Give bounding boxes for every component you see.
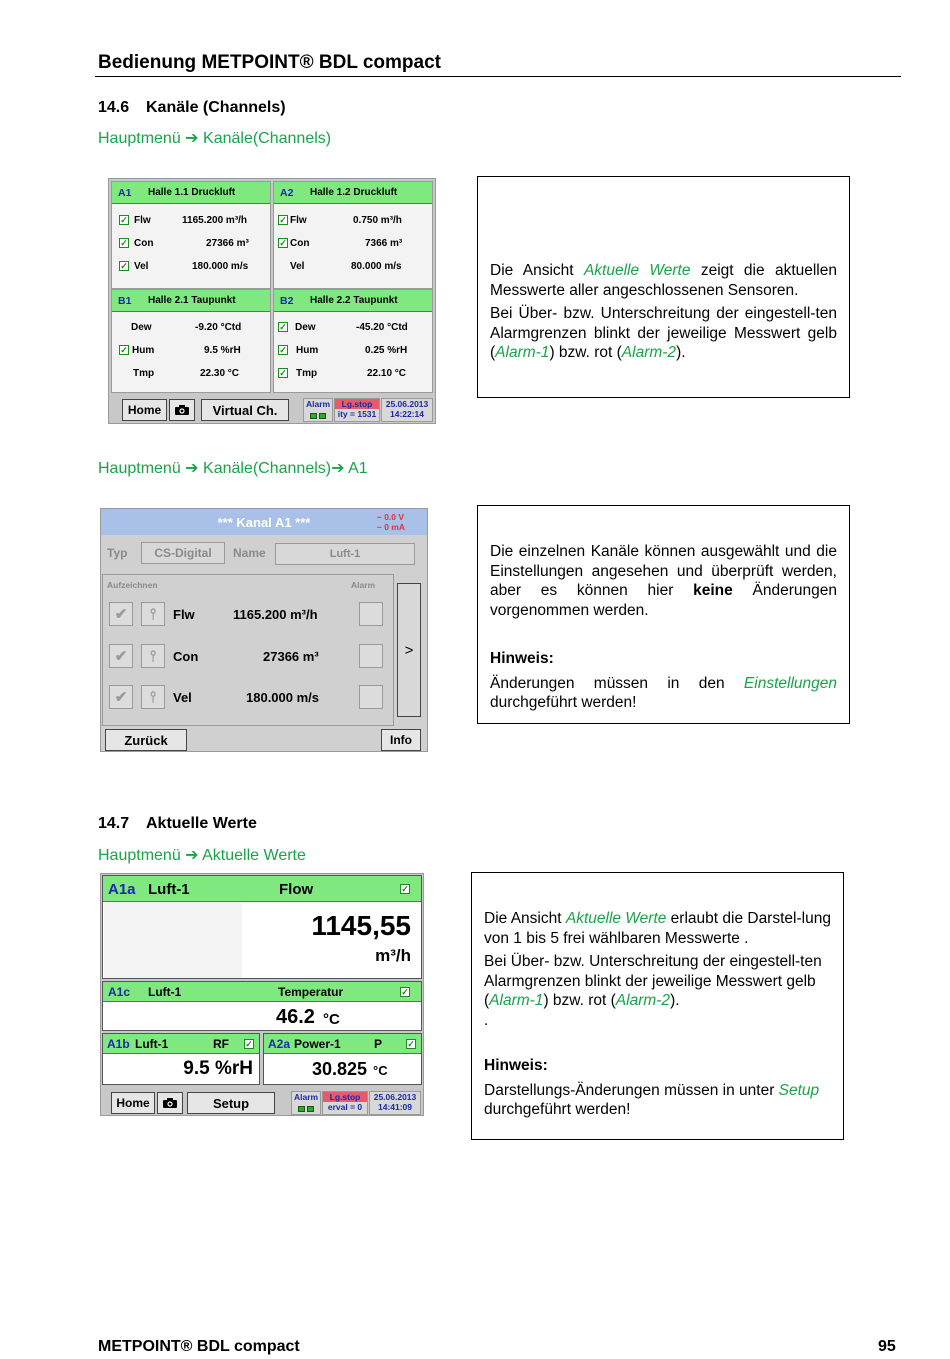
channel-row bbox=[112, 261, 270, 277]
row-label: Vel bbox=[134, 261, 149, 272]
tile-measure: P bbox=[374, 1037, 383, 1051]
row-value: 180.000 m/s bbox=[246, 690, 320, 705]
text: ). bbox=[670, 992, 680, 1009]
nav-path-channel-a1: Hauptmenü ➔ Kanäle(Channels)➔ A1 bbox=[98, 460, 368, 477]
info-box-channels-overview bbox=[477, 176, 850, 398]
signal-readout bbox=[377, 512, 405, 532]
alarm2-text: Alarm-2 bbox=[621, 344, 677, 361]
row-label: Tmp bbox=[133, 368, 155, 379]
row-value: -45.20 °Ctd bbox=[356, 322, 408, 333]
alarm-checkbox[interactable] bbox=[359, 685, 383, 709]
channel-row bbox=[274, 261, 432, 277]
tile-measure: RF bbox=[213, 1037, 229, 1051]
info-button[interactable]: Info bbox=[381, 729, 421, 751]
record-label: Aufzeichnen bbox=[107, 580, 158, 590]
tile-value: 9.5 %rH bbox=[183, 1058, 253, 1079]
row-value: 0.750 m³/h bbox=[353, 215, 402, 226]
value-tile-small-right[interactable] bbox=[263, 1033, 422, 1085]
channel-code: B1 bbox=[118, 294, 132, 307]
virtual-channels-button[interactable]: Virtual Ch. bbox=[201, 399, 289, 421]
channel-name: Halle 2.2 Taupunkt bbox=[310, 295, 398, 306]
row-label: Tmp bbox=[296, 368, 318, 379]
text: durchgeführt werden! bbox=[484, 1101, 631, 1118]
channel-panel-header bbox=[274, 290, 432, 312]
logger-status-text: erval = 0 bbox=[327, 1102, 363, 1112]
nav-path-current-values: Hauptmenü ➔ Aktuelle Werte bbox=[98, 847, 306, 864]
tile-code: A1a bbox=[108, 881, 136, 898]
text: Die Ansicht bbox=[490, 262, 584, 279]
tile-code: A2a bbox=[268, 1037, 291, 1051]
checkbox-icon: ✓ bbox=[279, 215, 287, 225]
text: Änderungen vorgenommen werden. bbox=[490, 582, 837, 619]
channels-overview-screen bbox=[108, 178, 436, 424]
tile-name: Luft-1 bbox=[148, 985, 182, 999]
logger-status bbox=[334, 398, 380, 422]
date-text: 25.06.2013 bbox=[373, 1092, 417, 1102]
tile-measure: Flow bbox=[279, 881, 314, 898]
row-label: Hum bbox=[296, 345, 319, 356]
hint-title: Hinweis: bbox=[484, 1057, 548, 1074]
link-aktuelle-werte: Aktuelle Werte bbox=[565, 910, 667, 927]
channel-row bbox=[274, 238, 432, 254]
tile-value: 1145,55 bbox=[311, 910, 411, 941]
alarm-leds bbox=[310, 411, 332, 421]
checkbox-icon: ✓ bbox=[407, 1039, 415, 1049]
checkbox-icon: ✓ bbox=[279, 368, 287, 378]
text: Änderungen müssen in den bbox=[490, 674, 744, 692]
row-value: 27366 m³ bbox=[206, 238, 249, 249]
checkbox-icon: ✓ bbox=[120, 238, 128, 248]
row-label: Dew bbox=[295, 322, 316, 333]
tile-value: 30.825 bbox=[312, 1059, 368, 1079]
alarm-indicator bbox=[291, 1091, 321, 1115]
info-box-current-values bbox=[471, 872, 844, 1140]
text: Die Ansicht bbox=[484, 910, 566, 927]
channel-name: Halle 1.2 Druckluft bbox=[310, 187, 398, 198]
channel-value-row bbox=[109, 602, 389, 630]
value-tile-second[interactable] bbox=[102, 981, 422, 1031]
name-field[interactable]: Luft-1 bbox=[275, 543, 415, 565]
channel-panel-header bbox=[112, 182, 270, 204]
record-check-icon[interactable]: ✔ bbox=[109, 685, 133, 709]
type-field[interactable]: CS-Digital bbox=[141, 542, 225, 564]
channel-values-panel bbox=[102, 574, 394, 726]
row-label: Con bbox=[290, 238, 310, 249]
page-footer-title: METPOINT® BDL compact bbox=[98, 1338, 300, 1355]
setup-button[interactable]: Setup bbox=[187, 1092, 275, 1114]
channel-code: A2 bbox=[280, 186, 294, 199]
text: zeigt die aktuellen Messwerte aller angeschlossenen Sensoren. bbox=[490, 262, 837, 299]
emphasis-text: keine bbox=[693, 582, 733, 599]
channel-detail-screen bbox=[100, 508, 428, 752]
signal-voltage: ~ 0.0 V bbox=[376, 512, 405, 522]
row-label: Flw bbox=[173, 607, 195, 622]
link-setup: Setup bbox=[778, 1081, 820, 1099]
checkbox-icon: ✓ bbox=[120, 345, 128, 355]
channel-row bbox=[274, 322, 432, 338]
tile-value: 46.2 bbox=[276, 1006, 315, 1028]
alarm-indicator bbox=[303, 398, 333, 422]
channel-detail-title: *** Kanal A1 *** bbox=[217, 514, 311, 530]
logger-status-text: ity = 1531 bbox=[337, 409, 377, 419]
row-label: Con bbox=[134, 238, 154, 249]
channel-value-row bbox=[109, 644, 389, 672]
alarm-leds bbox=[298, 1104, 320, 1114]
alarm1-text: Alarm-1 bbox=[489, 992, 544, 1009]
tile-code: A1b bbox=[107, 1037, 130, 1051]
logger-status bbox=[322, 1091, 368, 1115]
camera-icon bbox=[162, 1097, 178, 1109]
home-button[interactable]: Home bbox=[122, 399, 167, 421]
home-button[interactable]: Home bbox=[111, 1092, 155, 1114]
row-value: 1165.200 m³/h bbox=[182, 215, 248, 226]
camera-icon bbox=[174, 404, 190, 416]
row-label: Vel bbox=[290, 261, 305, 272]
checkbox-icon: ✓ bbox=[279, 322, 287, 332]
tile-header bbox=[264, 1034, 421, 1054]
channel-detail-header bbox=[101, 509, 427, 535]
channel-row bbox=[112, 368, 270, 384]
alarm1-text: Alarm-1 bbox=[495, 344, 550, 361]
channel-row bbox=[274, 345, 432, 361]
current-values-screen bbox=[100, 873, 424, 1116]
link-aktuelle-werte: Aktuelle Werte bbox=[583, 262, 691, 279]
camera-button[interactable] bbox=[169, 399, 195, 421]
channel-panel-a1[interactable] bbox=[111, 181, 271, 289]
record-check-icon[interactable]: ✔ bbox=[109, 644, 133, 668]
checkbox-icon: ✓ bbox=[279, 238, 287, 248]
channel-name: Halle 1.1 Druckluft bbox=[148, 187, 236, 198]
section-title: Kanäle (Channels) bbox=[146, 99, 286, 116]
channel-name: Halle 2.1 Taupunkt bbox=[148, 295, 236, 306]
alarm-column-label: Alarm bbox=[351, 580, 376, 590]
channel-row bbox=[112, 238, 270, 254]
checkbox-icon: ✓ bbox=[279, 345, 287, 355]
row-value: 1165.200 m³/h bbox=[233, 607, 318, 622]
back-button[interactable]: Zurück bbox=[105, 729, 187, 751]
text: durchgeführt werden! bbox=[490, 694, 637, 711]
info-box-channel-detail bbox=[477, 505, 850, 724]
row-value: 22.30 °C bbox=[200, 368, 240, 379]
alarm-checkbox[interactable] bbox=[359, 644, 383, 668]
alarm-label: Alarm bbox=[306, 399, 331, 409]
row-label: Vel bbox=[173, 690, 192, 705]
checkbox-icon: ✓ bbox=[245, 1039, 253, 1049]
tile-name: Luft-1 bbox=[148, 881, 190, 898]
row-value: -9.20 °Ctd bbox=[195, 322, 242, 333]
row-value: 7366 m³ bbox=[365, 238, 403, 249]
text: Bei Über- bzw. Unterschreitung der eingestell-ten Alarmgrenzen blinkt der jeweilige Messwert gelb ( bbox=[490, 305, 837, 361]
channel-panel-b2[interactable] bbox=[273, 289, 433, 393]
row-label: Dew bbox=[131, 322, 152, 333]
page-header-title: Bedienung METPOINT® BDL compact bbox=[98, 52, 442, 73]
text: Die einzelnen Kanäle können ausgewählt und die Einstellungen angesehen und überprüft werden, aber es können hier bbox=[490, 543, 837, 599]
checkbox-icon: ✓ bbox=[401, 884, 409, 894]
tile-unit: m³/h bbox=[375, 946, 411, 965]
tile-header bbox=[103, 876, 421, 902]
row-label: Flw bbox=[134, 215, 151, 226]
row-label: Flw bbox=[290, 215, 307, 226]
channel-code: A1 bbox=[118, 186, 132, 199]
section-title: Aktuelle Werte bbox=[146, 815, 257, 832]
section-heading-current-values bbox=[98, 815, 257, 833]
text: Bei Über- bzw. Unterschreitung der eingestell-ten Alarmgrenzen blinkt der jeweilige Messwert gelb ( bbox=[484, 953, 822, 1009]
record-check-icon[interactable]: ✔ bbox=[109, 602, 133, 626]
value-tile-main[interactable] bbox=[102, 875, 422, 979]
text: ). bbox=[676, 344, 686, 361]
tile-blank-area bbox=[104, 903, 242, 978]
header-divider bbox=[95, 76, 901, 77]
channel-row bbox=[112, 215, 270, 231]
row-value: 180.000 m/s bbox=[192, 261, 249, 272]
text: Darstellungs-Änderungen müssen in unter bbox=[484, 1081, 779, 1099]
row-value: 27366 m³ bbox=[263, 649, 319, 664]
sensor-icon[interactable]: ⫯ bbox=[141, 602, 165, 626]
alarm2-text: Alarm-2 bbox=[615, 992, 671, 1009]
tile-header bbox=[103, 1034, 259, 1054]
datetime-display bbox=[381, 398, 433, 422]
tile-code: A1c bbox=[108, 985, 131, 999]
logger-stop-label: Lg.stop bbox=[323, 1092, 367, 1102]
date-text: 25.06.2013 bbox=[385, 399, 429, 409]
channel-row bbox=[274, 215, 432, 231]
link-einstellungen: Einstellungen bbox=[743, 674, 837, 692]
channel-code: B2 bbox=[280, 294, 294, 307]
alarm-checkbox[interactable] bbox=[359, 602, 383, 626]
checkbox-icon: ✓ bbox=[120, 215, 128, 225]
channel-value-row bbox=[109, 685, 389, 713]
hint-title: Hinweis: bbox=[490, 650, 554, 667]
checkbox-icon: ✓ bbox=[401, 987, 409, 997]
row-label: Con bbox=[173, 649, 199, 664]
channel-panel-b1[interactable] bbox=[111, 289, 271, 393]
sensor-icon[interactable]: ⫯ bbox=[141, 644, 165, 668]
signal-current: ~ 0 mA bbox=[376, 522, 405, 532]
tile-unit: °C bbox=[373, 1063, 388, 1078]
row-value: 9.5 %rH bbox=[204, 345, 241, 356]
row-value: 0.25 %rH bbox=[365, 345, 408, 356]
channel-panel-header bbox=[112, 290, 270, 312]
tile-measure: Temperatur bbox=[278, 985, 344, 999]
datetime-display bbox=[369, 1091, 421, 1115]
camera-button[interactable] bbox=[157, 1092, 183, 1114]
time-text: 14:22:14 bbox=[389, 409, 425, 419]
channel-row bbox=[112, 322, 270, 338]
channel-panel-header bbox=[274, 182, 432, 204]
checkbox-icon: ✓ bbox=[120, 261, 128, 271]
row-value: 80.000 m/s bbox=[351, 261, 402, 272]
tile-name: Power-1 bbox=[294, 1037, 341, 1051]
name-label: Name bbox=[233, 546, 266, 560]
row-label: Hum bbox=[132, 345, 155, 356]
text: erlaubt die Darstel-lung von 1 bis 5 frei wählbaren Messwerte . bbox=[484, 910, 831, 947]
section-number: 14.6 bbox=[98, 99, 130, 116]
text: ) bzw. rot ( bbox=[543, 992, 616, 1009]
value-tile-small-left[interactable] bbox=[102, 1033, 260, 1085]
channel-panel-a2[interactable] bbox=[273, 181, 433, 289]
next-page-button[interactable]: > bbox=[397, 583, 421, 717]
tile-header bbox=[103, 982, 421, 1002]
channel-row bbox=[274, 368, 432, 384]
type-label: Typ bbox=[107, 546, 128, 560]
separator-dot: . bbox=[484, 1011, 489, 1029]
alarm-label: Alarm bbox=[294, 1092, 319, 1102]
text: ) bzw. rot ( bbox=[549, 344, 622, 361]
page-number: 95 bbox=[878, 1338, 896, 1355]
section-heading-channels bbox=[98, 99, 286, 117]
section-number: 14.7 bbox=[98, 815, 130, 832]
channel-row bbox=[112, 345, 270, 361]
nav-path-channels: Hauptmenü ➔ Kanäle(Channels) bbox=[98, 130, 332, 147]
logger-stop-label: Lg.stop bbox=[335, 399, 379, 409]
tile-name: Luft-1 bbox=[135, 1037, 169, 1051]
time-text: 14:41:09 bbox=[377, 1102, 413, 1112]
sensor-icon[interactable]: ⫯ bbox=[141, 685, 165, 709]
row-value: 22.10 °C bbox=[367, 368, 407, 379]
tile-unit: °C bbox=[323, 1011, 340, 1028]
